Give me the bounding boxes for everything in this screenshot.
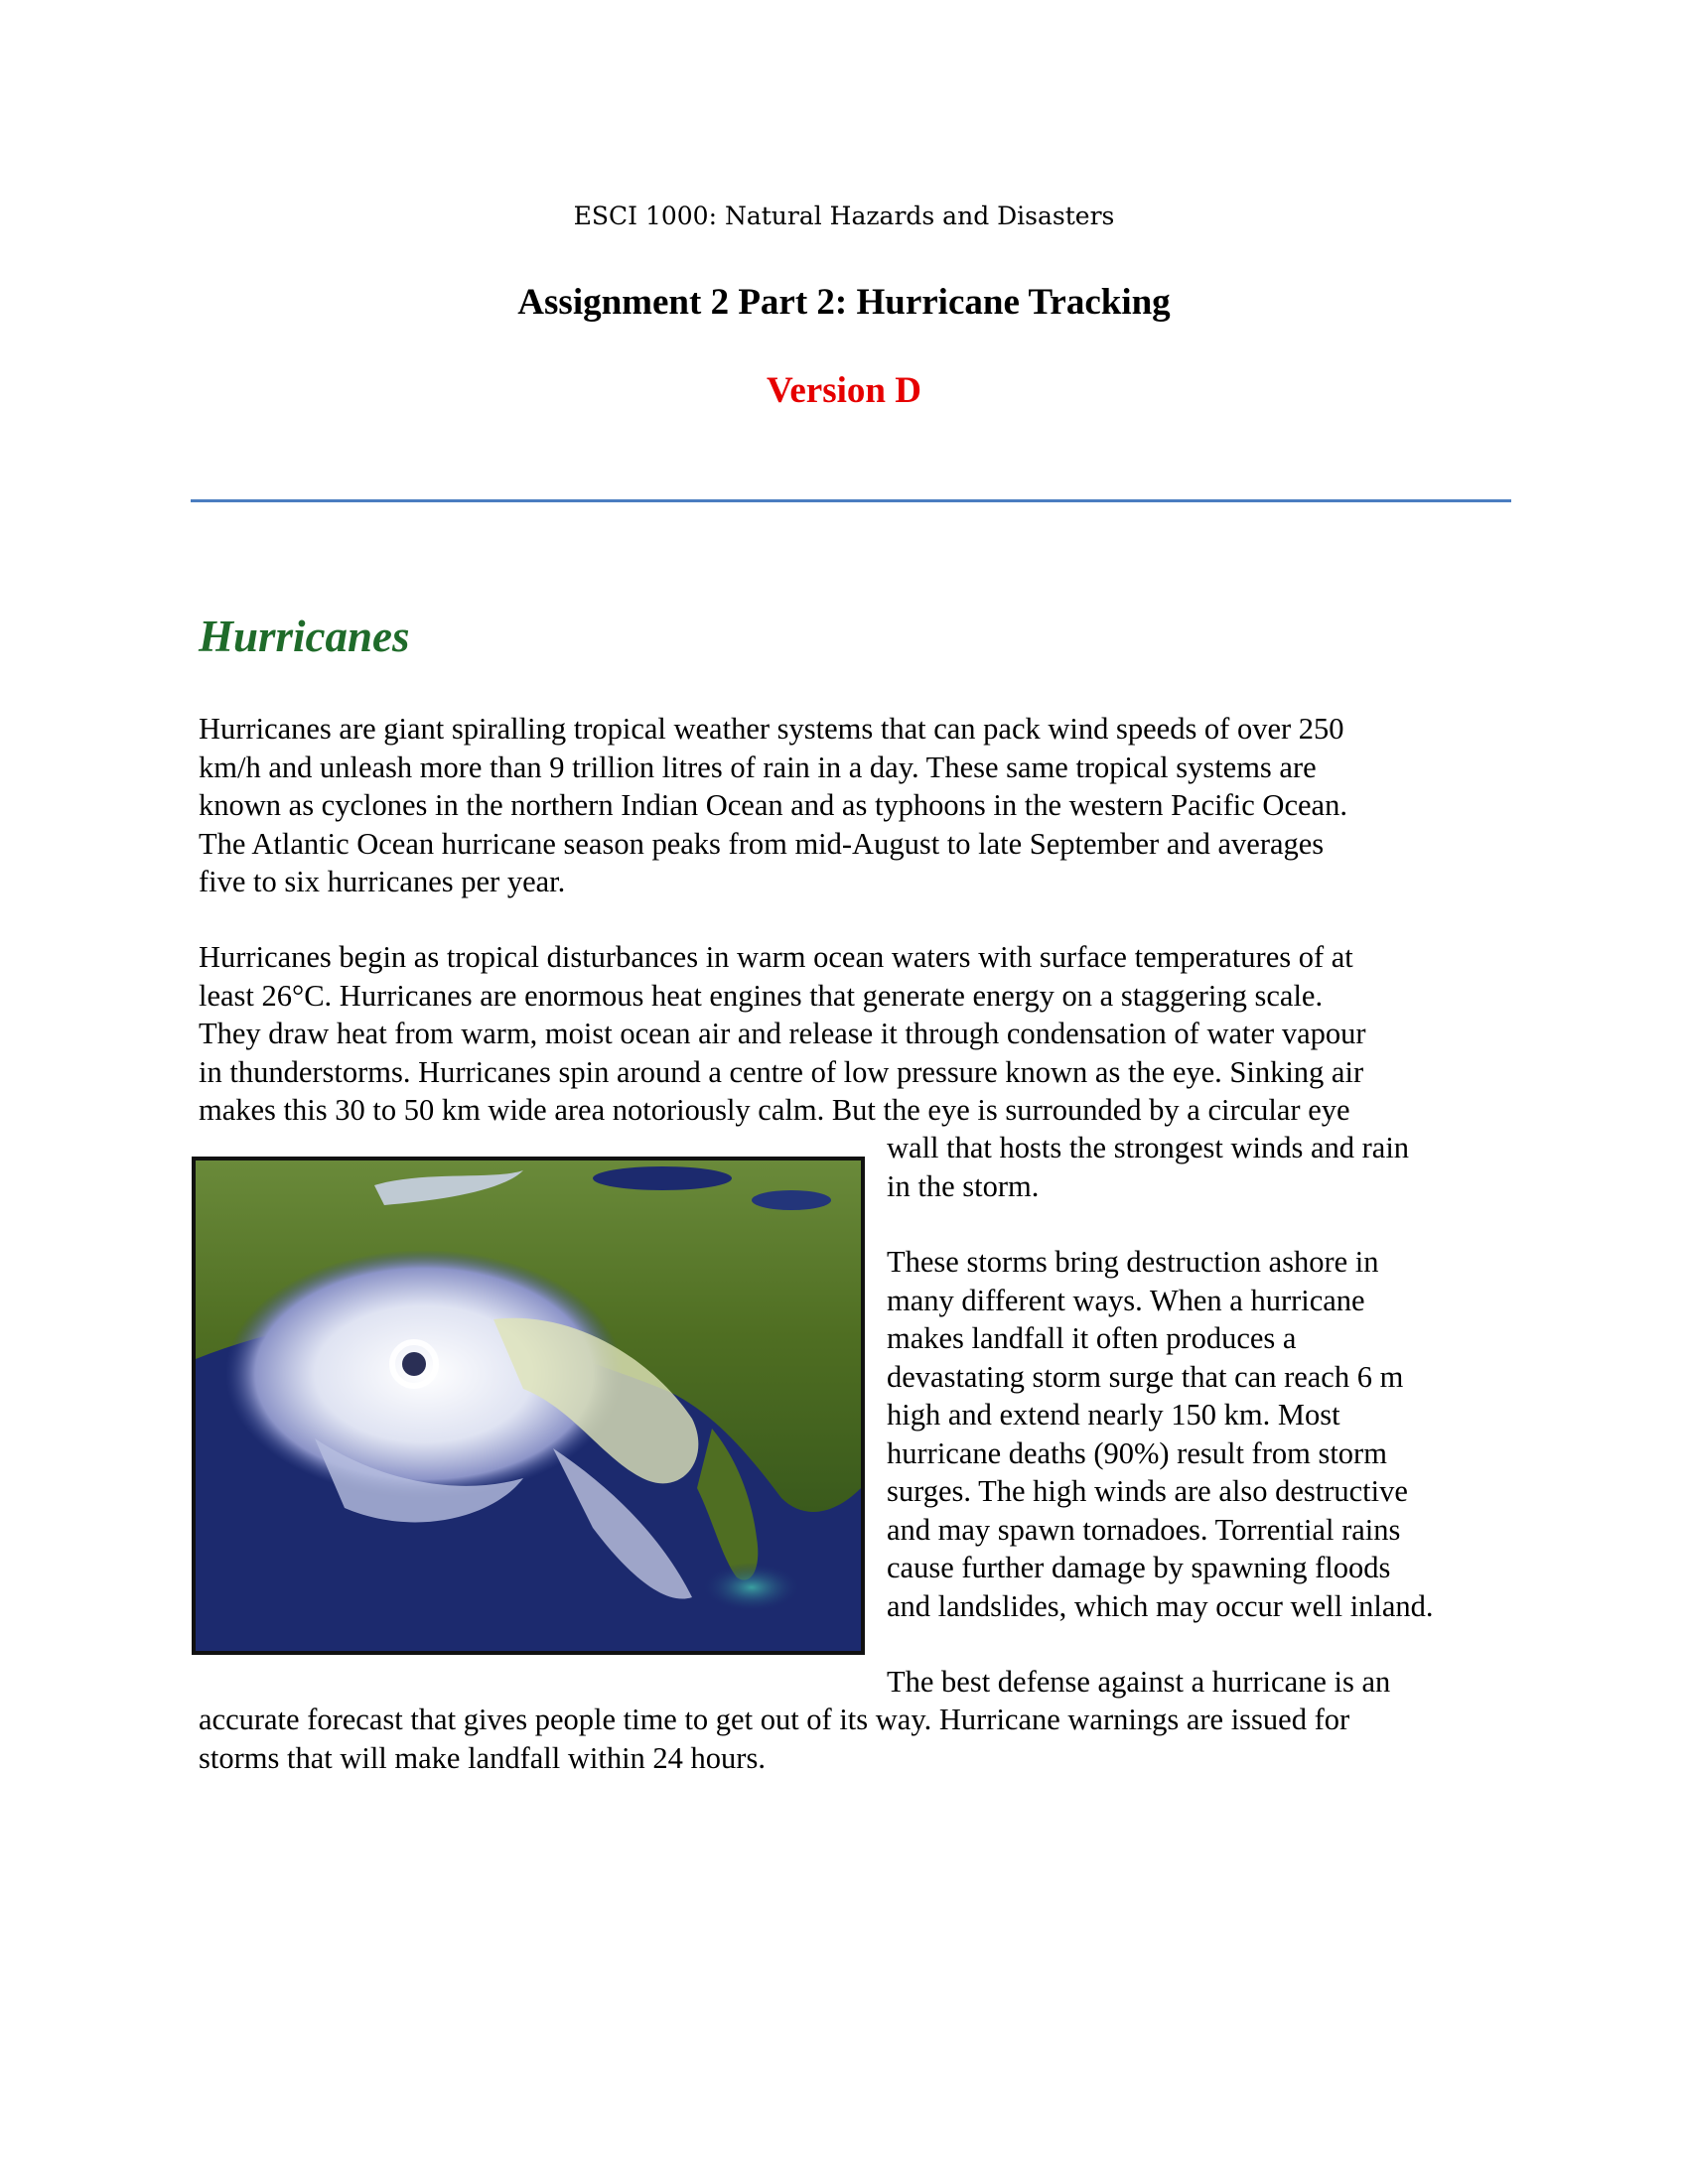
- text-line: and may spawn tornadoes. Torrential rains: [887, 1512, 1401, 1547]
- great-lakes: [593, 1166, 732, 1190]
- text-line: least 26°C. Hurricanes are enormous heat engines that generate energy on a staggering scale.: [199, 978, 1324, 1013]
- lake-east: [752, 1190, 831, 1210]
- text-line: devastating storm surge that can reach 6 m: [887, 1359, 1404, 1394]
- text-line: and landslides, which may occur well inland.: [887, 1588, 1434, 1623]
- text-line: storms that will make landfall within 24 hours.: [199, 1740, 766, 1775]
- text-line: The best defense against a hurricane is an: [887, 1665, 1391, 1699]
- text-line: in thunderstorms. Hurricanes spin around a centre of low pressure known as the eye. Sinking air: [199, 1054, 1364, 1089]
- paragraph-formation: [199, 938, 1366, 1130]
- assignment-title: Assignment 2 Part 2: Hurricane Tracking: [517, 282, 1171, 323]
- text-line: accurate forecast that gives people time to get out of its way. Hurricane warnings are issued for: [199, 1703, 1350, 1736]
- text-line: These storms bring destruction ashore in: [887, 1245, 1379, 1279]
- text-line: Hurricanes begin as tropical disturbances in warm ocean waters with surface temperatures of at: [199, 940, 1353, 974]
- text-line: known as cyclones in the northern Indian Ocean and as typhoons in the western Pacific Ocean.: [199, 788, 1347, 822]
- hurricane-satellite-image: [192, 1157, 865, 1655]
- paragraph-destruction: [887, 1243, 1434, 1625]
- text-line: five to six hurricanes per year.: [199, 865, 566, 898]
- paragraph-formation-wrap: [887, 1129, 1409, 1205]
- text-line: makes this 30 to 50 km wide area notoriously calm. But the eye is surrounded by a circular eye: [199, 1093, 1350, 1127]
- text-line: Hurricanes are giant spiralling tropical weather systems that can pack wind speeds of over 250: [199, 712, 1344, 746]
- version-label: Version D: [767, 370, 921, 411]
- text-line: They draw heat from warm, moist ocean air and release it through condensation of water vapour: [199, 1017, 1366, 1050]
- section-heading: Hurricanes: [199, 612, 410, 661]
- text-line: surges. The high winds are also destructive: [887, 1474, 1408, 1508]
- paragraph-defense: [199, 1701, 1349, 1777]
- text-line: hurricane deaths (90%) result from storm: [887, 1435, 1387, 1470]
- text-line: in the storm.: [887, 1168, 1040, 1203]
- text-line: makes landfall it often produces a: [887, 1321, 1297, 1355]
- text-line: wall that hosts the strongest winds and rain: [887, 1131, 1410, 1164]
- text-line: many different ways. When a hurricane: [887, 1283, 1365, 1317]
- text-line: The Atlantic Ocean hurricane season peaks from mid-August to late September and averages: [199, 826, 1325, 861]
- text-line: cause further damage by spawning floods: [887, 1551, 1391, 1584]
- paragraph-defense-wrap: [887, 1663, 1390, 1702]
- paragraph-intro: [199, 710, 1347, 901]
- gulf-shallow: [702, 1563, 801, 1612]
- header-divider: [191, 499, 1511, 502]
- text-line: high and extend nearly 150 km. Most: [887, 1398, 1340, 1432]
- course-name: ESCI 1000: Natural Hazards and Disasters: [573, 202, 1115, 230]
- text-line: km/h and unleash more than 9 trillion litres of rain in a day. These same tropical systems are: [199, 750, 1317, 784]
- hurricane-eye: [402, 1352, 426, 1376]
